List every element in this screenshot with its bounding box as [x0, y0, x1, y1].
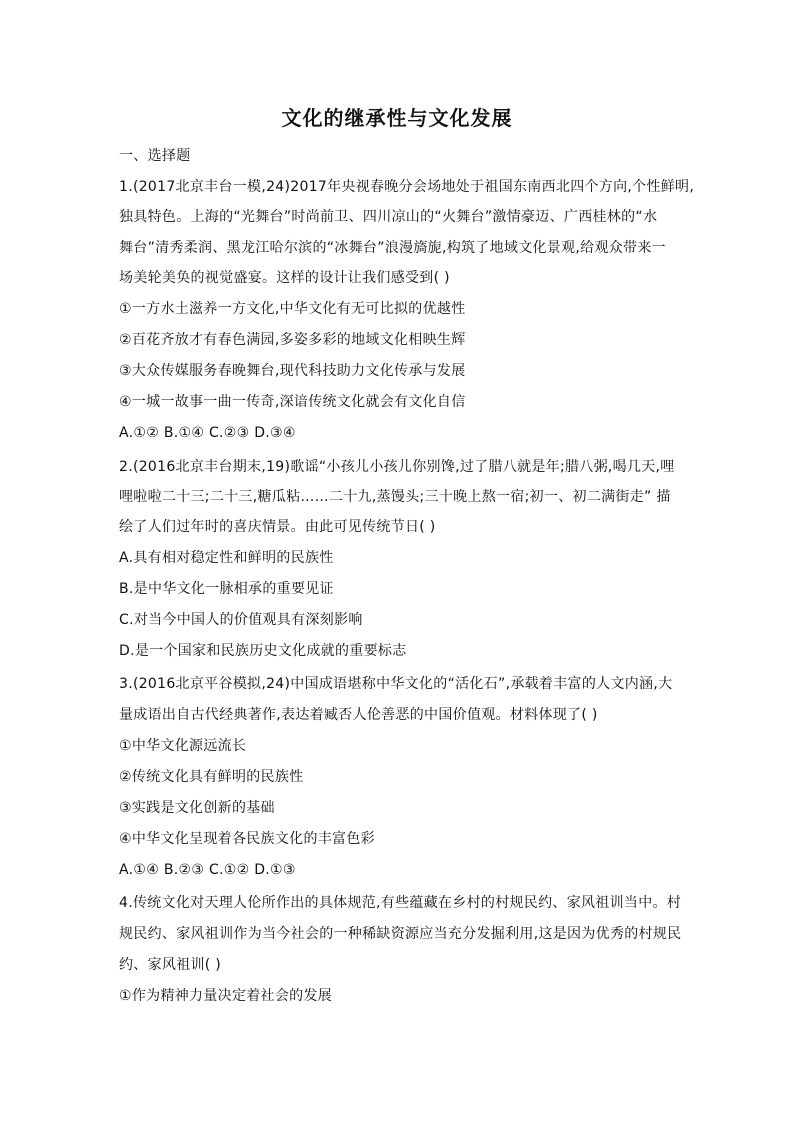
text-line: 量成语出自古代经典著作,表达着臧否人伦善恶的中国价值观。材料体现了( ): [119, 707, 598, 723]
section-heading: 一、选择题: [119, 148, 191, 164]
text-line: 舞台”清秀柔润、黑龙江哈尔滨的“冰舞台”浪漫旖旎,构筑了地域文化景观,给观众带来一: [119, 240, 666, 256]
option-line: ①中华文化源远流长: [119, 738, 247, 754]
option-line: ③实践是文化创新的基础: [119, 800, 275, 816]
text-line: 场美轮美奂的视觉盛宴。这样的设计让我们感受到( ): [119, 270, 450, 286]
option-line: ④中华文化呈现着各民族文化的丰富色彩: [119, 831, 375, 847]
option-line: ②传统文化具有鲜明的民族性: [119, 769, 304, 785]
text-line: 规民约、家风祖训作为当今社会的一种稀缺资源应当充分发掘利用,这是因为优秀的村规民: [119, 926, 682, 942]
option-line: C.对当今中国人的价值观具有深刻影响: [119, 612, 363, 628]
text-line: 3.(2016北京平谷模拟,24)中国成语堪称中华文化的“活化石”,承载着丰富的人文内涵,大: [119, 676, 673, 692]
text-line: 2.(2016北京丰台期末,19)歌谣“小孩儿小孩儿你别馋,过了腊八就是年;腊八粥,喝几天,哩: [119, 459, 675, 475]
text-line: 绘了人们过年时的喜庆情景。由此可见传统节日( ): [119, 519, 436, 535]
document-title: 文化的继承性与文化发展: [281, 106, 513, 130]
answer-choices: A.①② B.①④ C.②③ D.③④: [119, 425, 296, 441]
answer-choices: A.①④ B.②③ C.①② D.①③: [119, 862, 296, 878]
text-line: 约、家风祖训( ): [119, 957, 222, 973]
option-line: A.具有相对稳定性和鲜明的民族性: [119, 550, 334, 566]
text-line: 4.传统文化对天理人伦所作出的具体规范,有些蕴藏在乡村的村规民约、家风祖训当中。村: [119, 895, 682, 911]
option-line: ①作为精神力量决定着社会的发展: [119, 988, 333, 1004]
option-line: ④一城一故事一曲一传奇,深谙传统文化就会有文化自信: [119, 394, 466, 410]
option-line: ①一方水土滋养一方文化,中华文化有无可比拟的优越性: [119, 301, 466, 317]
option-line: ③大众传媒服务春晚舞台,现代科技助力文化传承与发展: [119, 363, 466, 379]
option-line: D.是一个国家和民族历史文化成就的重要标志: [119, 643, 407, 659]
option-line: B.是中华文化一脉相承的重要见证: [119, 581, 334, 597]
text-line: 1.(2017北京丰台一模,24)2017年央视春晚分会场地处于祖国东南西北四个方向,个性鲜明,: [119, 179, 695, 195]
option-line: ②百花齐放才有春色满园,多姿多彩的地域文化相映生辉: [119, 332, 466, 348]
text-line: 独具特色。上海的“光舞台”时尚前卫、四川凉山的“火舞台”激情豪迈、广西桂林的“水: [119, 209, 658, 225]
text-line: 哩啦啦二十三;二十三,糖瓜粘……二十九,蒸馒头;三十晚上熬一宿;初一、初二满街走” 描: [119, 489, 671, 505]
